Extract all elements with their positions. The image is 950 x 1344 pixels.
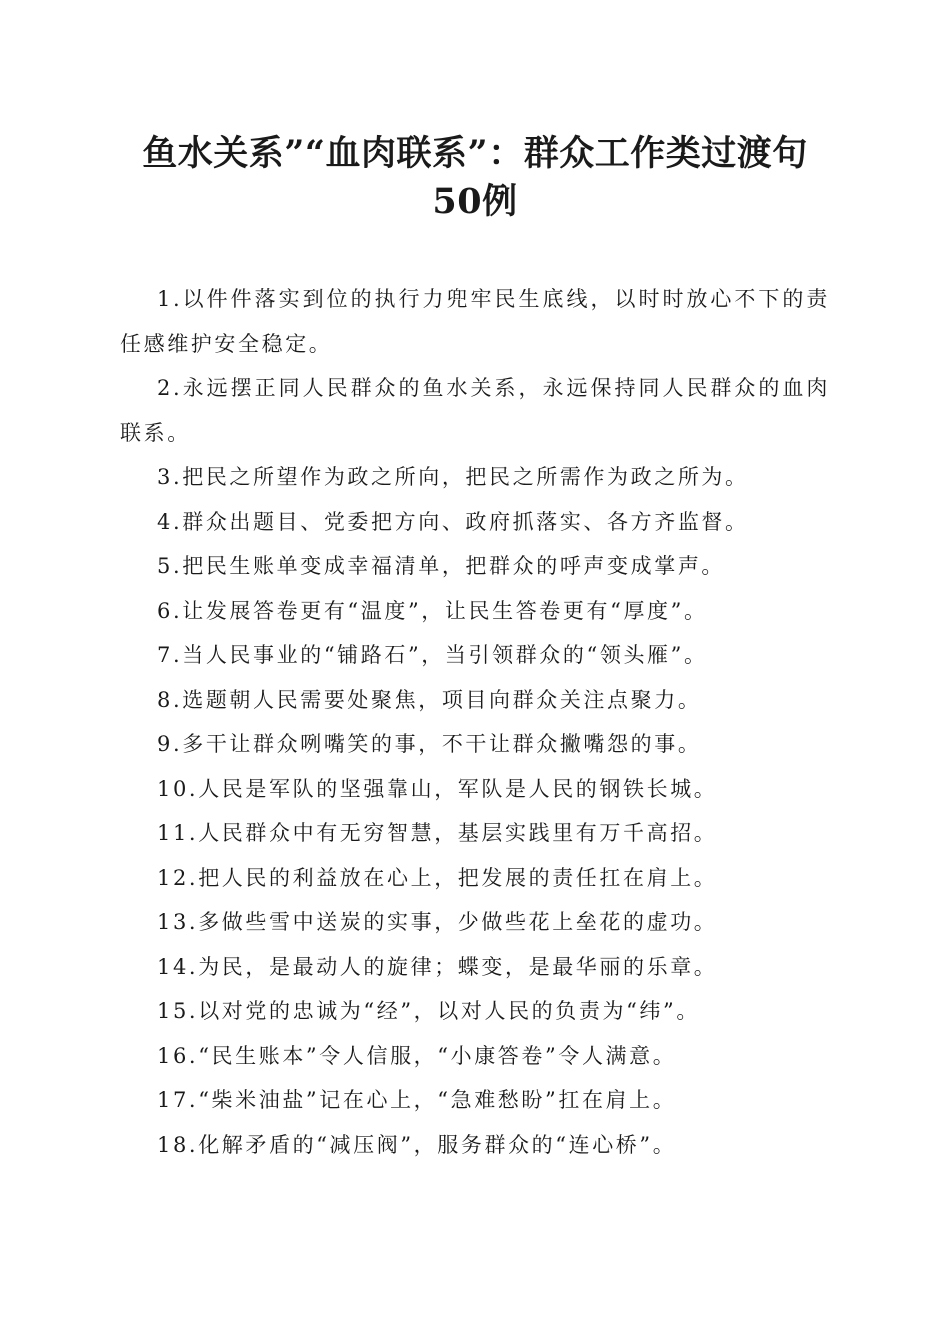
list-item: 16.“民生账本”令人信服，“小康答卷”令人满意。 [157, 1043, 677, 1068]
list-item: 6.让发展答卷更有“温度”，让民生答卷更有“厚度”。 [157, 598, 708, 623]
list-item: 3.把民之所望作为政之所向，把民之所需作为政之所为。 [157, 465, 749, 489]
list-item: 17.“柴米油盐”记在心上，“急难愁盼”扛在肩上。 [157, 1088, 677, 1112]
list-item: 1.以件件落实到位的执行力兜牢民生底线，以时时放心不下的责任感维护安全稳定。 [120, 287, 830, 356]
list-item: 8.选题朝人民需要处聚焦，项目向群众关注点聚力。 [157, 687, 702, 712]
list-item: 10.人民是军队的坚强靠山，军队是人民的钢铁长城。 [157, 776, 718, 801]
document-body [120, 277, 830, 1167]
title-line-2: 50例 [432, 181, 518, 222]
list-item: 12.把人民的利益放在心上，把发展的责任扛在肩上。 [157, 865, 718, 890]
list-item: 9.多干让群众咧嘴笑的事，不干让群众撇嘴怨的事。 [157, 732, 702, 756]
list-item: 11.人民群众中有无穷智慧，基层实践里有万千高招。 [157, 821, 718, 845]
list-item: 4.群众出题目、党委把方向、政府抓落实、各方齐监督。 [157, 509, 749, 534]
title-line-1: 鱼水关系”“血肉联系”：群众工作类过渡句 [142, 133, 808, 174]
list-item: 14.为民，是最动人的旋律；蝶变，是最华丽的乐章。 [157, 954, 718, 979]
list-item: 18.化解矛盾的“减压阀”，服务群众的“连心桥”。 [157, 1132, 677, 1157]
list-item: 2.永远摆正同人民群众的鱼水关系，永远保持同人民群众的血肉联系。 [120, 376, 830, 445]
list-item: 7.当人民事业的“铺路石”，当引领群众的“领头雁”。 [157, 643, 708, 667]
document-title [110, 130, 840, 226]
list-item: 5.把民生账单变成幸福清单，把群众的呼声变成掌声。 [157, 554, 726, 578]
list-item: 15.以对党的忠诚为“经”，以对人民的负责为“纬”。 [157, 999, 700, 1023]
list-item: 13.多做些雪中送炭的实事，少做些花上垒花的虚功。 [157, 910, 718, 934]
